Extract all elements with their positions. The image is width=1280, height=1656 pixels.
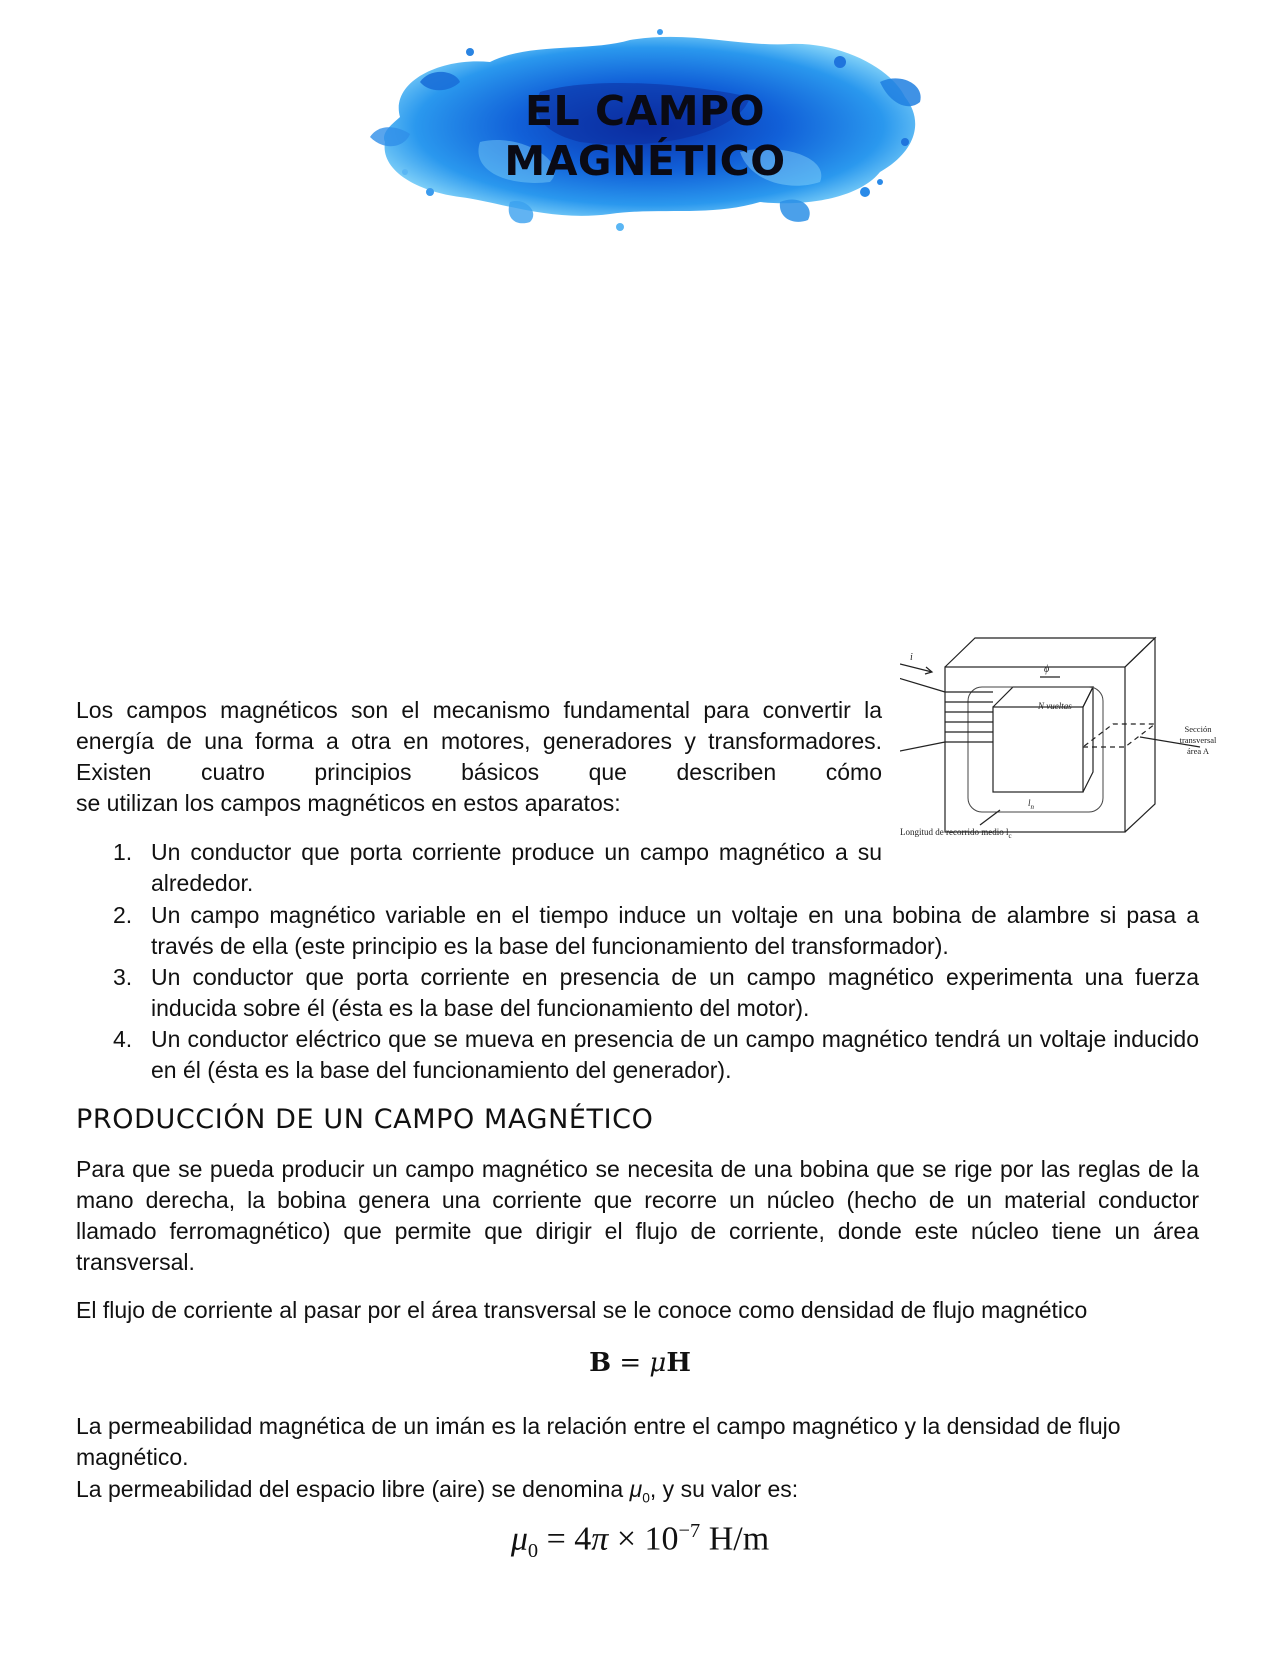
title-banner bbox=[360, 22, 930, 237]
list-item-number: 3. bbox=[113, 964, 133, 990]
list-item bbox=[113, 1024, 1199, 1086]
list-item-text: Un conductor que porta corriente en presencia de un campo magnético experimenta una fuerza inducida sobre él (ésta es la base del funcionamiento del motor). bbox=[151, 964, 1199, 1021]
core-right bbox=[1125, 638, 1155, 832]
label-turns: N vueltas bbox=[1038, 701, 1072, 711]
intro-paragraph: Los campos magnéticos son el mecanismo fundamental para convertir la energía de una forma a otra en motores, generadores y transformadores. Existen cuatro principios básicos que describen cómo bbox=[76, 697, 882, 785]
core-top bbox=[945, 638, 1155, 667]
list-item-text: Un conductor que porta corriente produce un campo magnético a su alrededor. bbox=[151, 839, 882, 896]
list-item-text: Un conductor eléctrico que se mueva en presencia de un campo magnético tendrá un voltaje inducido en él (ésta es la base del funcionamiento del generador). bbox=[151, 1026, 1199, 1083]
eq-symbol-b: B bbox=[589, 1348, 612, 1378]
page-title: EL CAMPO MAGNÉTICO bbox=[504, 87, 786, 185]
eq-symbol-mu: μ bbox=[649, 1348, 667, 1378]
label-section: Sección transversal área A bbox=[1179, 724, 1217, 756]
magnetic-core-figure bbox=[900, 632, 1230, 852]
section-paragraph-4: La permeabilidad del espacio libre (aire) se denomina $\mu_0$, y su valor es: bbox=[76, 1476, 799, 1506]
list-item-number: 2. bbox=[113, 902, 133, 928]
label-mean-path: $l_n$ bbox=[1028, 798, 1035, 811]
list-item bbox=[113, 900, 1199, 962]
eq-equals: = bbox=[611, 1348, 650, 1378]
label-current: i bbox=[910, 652, 913, 663]
equation-flux-density bbox=[0, 1348, 1280, 1378]
equation-permeability: $\mu_0 = 4\pi \times 10^{-7}$ H/m bbox=[510, 1520, 770, 1563]
section-paragraph-3: La permeabilidad magnética de un imán es la relación entre el campo magnético y la densidad de flujo magnético. bbox=[76, 1413, 1121, 1470]
section-paragraph-2: El flujo de corriente al pasar por el área transversal se le conoce como densidad de flujo magnético bbox=[76, 1297, 1088, 1323]
label-flux: ϕ bbox=[1044, 664, 1050, 675]
figure-caption: Longitud de recorrido medio $l_c$ bbox=[900, 827, 1012, 840]
list-item bbox=[113, 837, 882, 899]
list-item bbox=[113, 962, 1199, 1024]
section-heading: PRODUCCIÓN DE UN CAMPO MAGNÉTICO bbox=[76, 1104, 654, 1135]
list-item-text: Un campo magnético variable en el tiempo induce un voltaje en una bobina de alambre si pasa a través de ella (este principio es la base del funcionamiento del transformador). bbox=[151, 902, 1199, 959]
intro-paragraph-last-line: se utilizan los campos magnéticos en estos aparatos: bbox=[76, 790, 621, 816]
eq-symbol-h: H bbox=[666, 1348, 691, 1378]
list-item-number: 1. bbox=[113, 839, 133, 865]
core-window bbox=[993, 707, 1083, 792]
core-diagram bbox=[900, 632, 1230, 852]
section-paragraph-1: Para que se pueda producir un campo magnético se necesita de una bobina que se rige por las reglas de la mano derecha, la bobina genera una corriente que recorre un núcleo (hecho de un material conductor llamado ferromagnético) que permite que dirigir el flujo de corriente, donde este núcleo tiene un área transversal. bbox=[76, 1156, 1199, 1275]
list-item-number: 4. bbox=[113, 1026, 133, 1052]
